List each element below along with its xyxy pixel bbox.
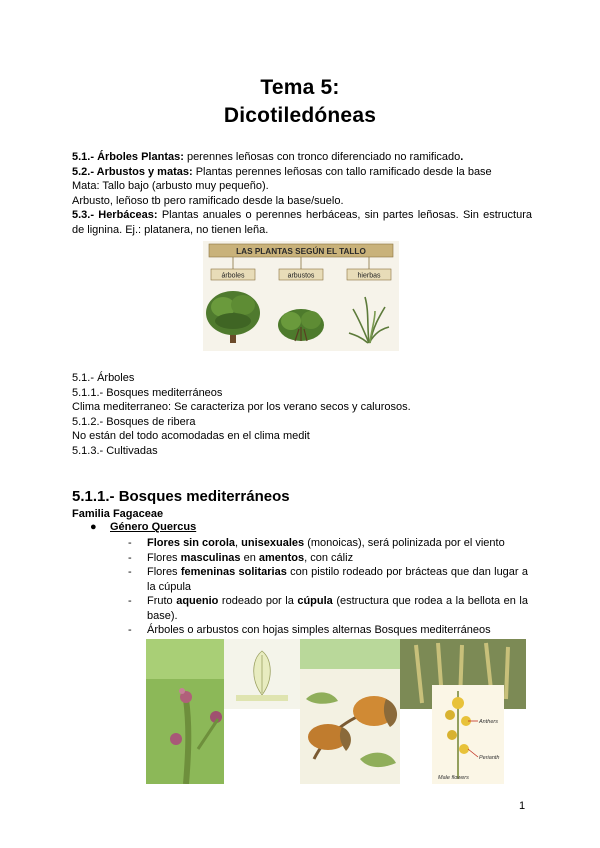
- quercus-collage-figure: [146, 639, 526, 784]
- label-male-flowers: Male flowers: [438, 775, 469, 781]
- outline-line: 5.1.1.- Bosques mediterráneos: [72, 386, 223, 399]
- intro-line-arbustos: 5.2.- Arbustos y matas: Plantas perennes leñosas con tallo ramificado desde la base: [72, 165, 492, 178]
- list-item: - Árboles o arbustos con hojas simples alternas Bosques mediterráneos: [128, 623, 528, 638]
- outline-line: No están del todo acomodadas en el clima medit: [72, 430, 310, 442]
- list-item: - Fruto aquenio rodeado por la cúpula (estructura que rodea a la bellota en la base).: [128, 594, 528, 623]
- list-item: - Flores sin corola, unisexuales (monoicas), será polinizada por el viento: [128, 536, 528, 551]
- bullet-icon: ●: [90, 521, 97, 533]
- label-perianth: Perianth: [479, 755, 500, 761]
- family-label: Familia Fagaceae: [72, 508, 164, 520]
- list-item: - Flores masculinas en amentos, con cáliz: [128, 551, 528, 566]
- page-title-line2: Dicotiledóneas: [223, 104, 377, 127]
- outline-line: Clima mediterraneo: Se caracteriza por los verano secos y calurosos.: [72, 401, 411, 413]
- page-number: 1: [519, 800, 526, 812]
- genus-bullet-item: [90, 521, 196, 533]
- intro-line-mata: Mata: Tallo bajo (arbusto muy pequeño).: [72, 180, 269, 192]
- label-anthers: Anthers: [479, 719, 498, 725]
- outline-block: [72, 371, 532, 458]
- genus-label: Género Quercus: [110, 521, 197, 533]
- intro-block: [72, 150, 532, 237]
- outline-line: 5.1.2.- Bosques de ribera: [72, 415, 196, 428]
- page-title-line1: Tema 5:: [260, 76, 340, 99]
- section-heading: 5.1.1.- Bosques mediterráneos: [72, 488, 290, 505]
- label-arboles: árboles: [221, 272, 245, 280]
- label-hierbas: hierbas: [357, 272, 381, 280]
- outline-line: 5.1.3.- Cultivadas: [72, 444, 158, 457]
- shrub-icon: [278, 309, 324, 341]
- outline-line: 5.1.- Árboles: [72, 372, 135, 384]
- intro-line-herbaceas: 5.3.- Herbáceas: Plantas anuales o perennes herbáceas, sin partes leñosas. Sin estructura de lignina. Ej.: platanera, no tienen leña.: [72, 209, 532, 236]
- figure-header: LAS PLANTAS SEGÚN EL TALLO: [236, 247, 366, 256]
- label-arbustos: arbustos: [287, 272, 315, 280]
- plants-by-stem-figure: [203, 241, 399, 351]
- quercus-characteristics-list: [128, 536, 528, 638]
- intro-line-arboles: 5.1.- Árboles Plantas: perennes leñosas con tronco diferenciado no ramificado.: [72, 151, 464, 163]
- intro-line-arbusto: Arbusto, leñoso tb pero ramificado desde la base/suelo.: [72, 194, 344, 207]
- list-item: - Flores femeninas solitarias con pistilo rodeado por brácteas que dan lugar a la cúpula: [128, 565, 528, 594]
